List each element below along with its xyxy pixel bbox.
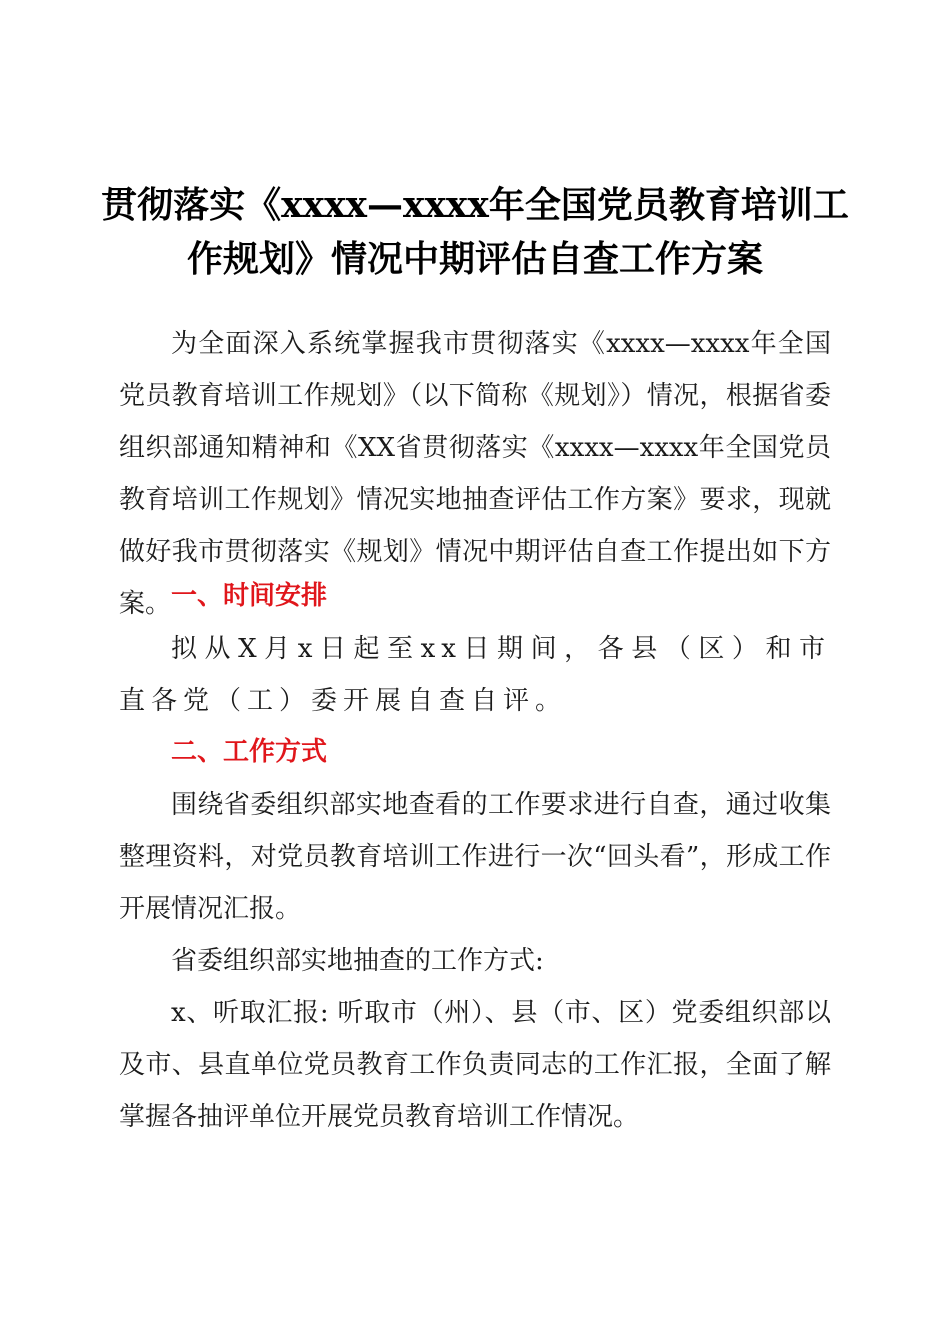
method-item-paragraph: x、听取汇报: 听取市（州）、县（市、区）党委组织部以及市、县直单位党员教育工作负责同志的工作汇报，全面了解掌握各抽评单位开展党员教育培训工作情况。 (119, 998, 831, 1132)
document-title: 贯彻落实《xxxx—xxxx年全国党员教育培训工作规划》情况中期评估自查工作方案 (101, 184, 849, 280)
method-paragraph: 围绕省委组织部实地查看的工作要求进行自查，通过收集整理资料，对党员教育培训工作进行一次“回头看”，形成工作开展情况汇报。 (119, 790, 831, 924)
section-heading-method: 二、工作方式 (171, 737, 328, 767)
schedule-paragraph: 拟从X月x日起至xx日期间，各县（区）和市直各党（工）委开展自查自评。 (119, 634, 831, 716)
intro-paragraph: 为全面深入系统掌握我市贯彻落实《xxxx—xxxx年全国党员教育培训工作规划》（以下简称《规划》）情况，根据省委组织部通知精神和《XX省贯彻落实《xxxx—xxxx年全国党员教育培训工作规划》情况实地抽查评估工作方案》要求，现就做好我市贯彻落实《规划》情况中期评估自查工作提出如下方案。 (119, 329, 831, 619)
method-subtitle: 省委组织部实地抽查的工作方式: (171, 946, 544, 976)
section-heading-schedule: 一、时间安排 (171, 581, 328, 611)
